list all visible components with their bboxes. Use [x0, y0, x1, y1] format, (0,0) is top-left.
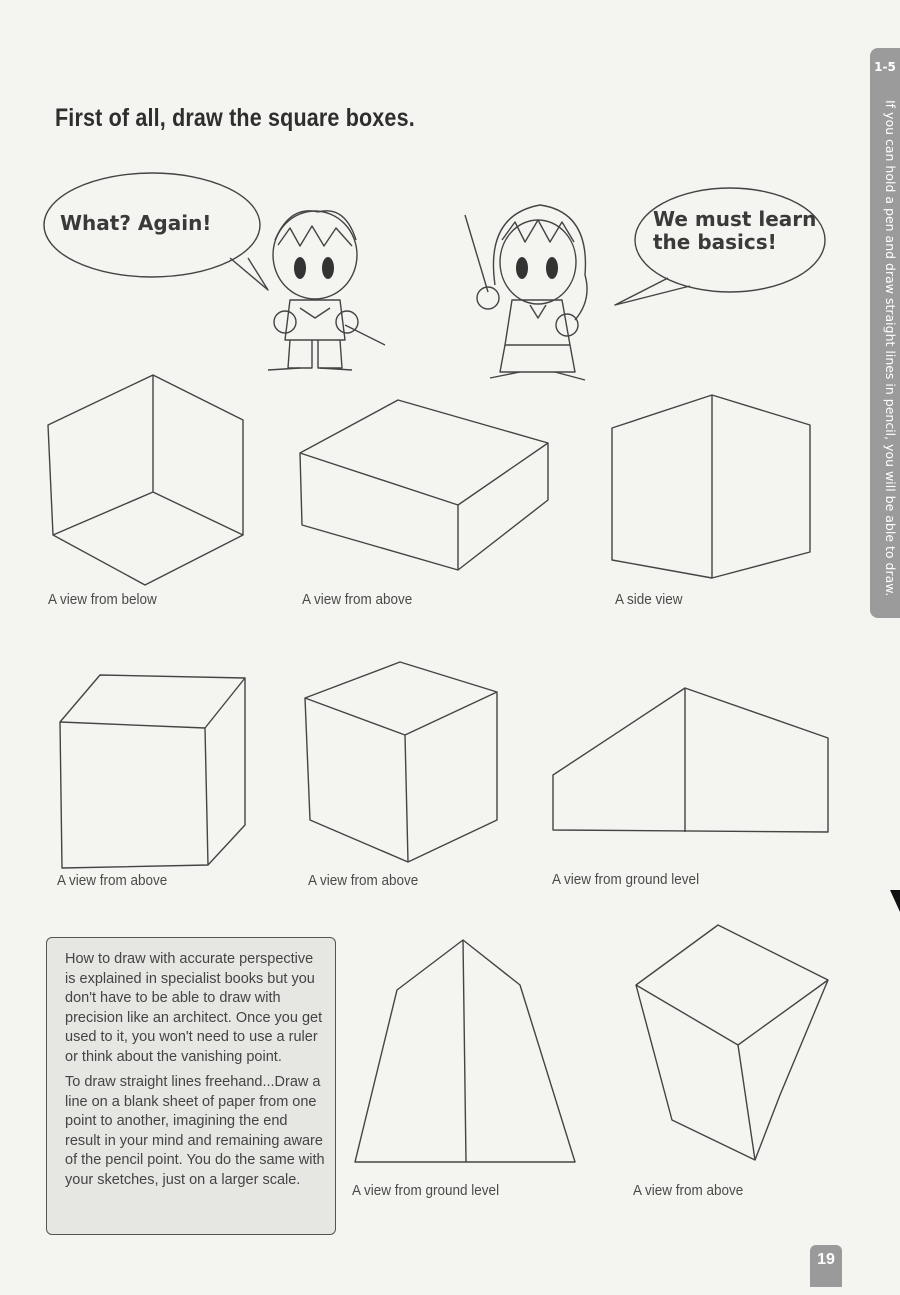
- box-view-from-above-1: [300, 400, 548, 570]
- side-tab-text: If you can hold a pen and draw straight lines in pencil, you will be able to draw.: [883, 100, 898, 597]
- edge-mark: [890, 890, 900, 912]
- character-boy: [268, 211, 385, 370]
- box-view-from-ground-level-1: [553, 688, 828, 832]
- side-section-tab: [870, 48, 900, 618]
- info-paragraph-2: To draw straight lines freehand...Draw a line on a blank sheet of paper from one point to another, imagining the end result in your mind and remaining aware of the pencil point. You do the same with your sketches, just on a larger scale.: [65, 1074, 325, 1188]
- caption-view-from-above-2: A view from above: [57, 872, 168, 889]
- box-view-from-ground-level-2: [355, 940, 575, 1162]
- caption-side-view: A side view: [615, 591, 683, 608]
- section-number: 1-5: [874, 60, 896, 74]
- caption-view-from-ground-level-1: A view from ground level: [552, 871, 700, 888]
- caption-view-from-above-1: A view from above: [302, 591, 413, 608]
- box-side-view: [612, 395, 810, 578]
- character-girl: [465, 205, 587, 380]
- bubble-left-text: What? Again!: [60, 211, 212, 235]
- caption-view-from-above-4: A view from above: [633, 1182, 744, 1199]
- info-paragraph-1: How to draw with accurate perspective is explained in specialist books but you don't have to be able to draw with precision like an architect. Once you get used to it, you won't need to use a ruler or think about the vanishing point.: [65, 951, 323, 1065]
- box-view-from-below: [48, 375, 243, 585]
- caption-view-from-below: A view from below: [48, 591, 157, 608]
- box-view-from-above-4: [636, 925, 828, 1160]
- page-number: 19: [810, 1245, 842, 1287]
- caption-view-from-ground-level-2: A view from ground level: [352, 1182, 500, 1199]
- page-title: First of all, draw the square boxes.: [55, 104, 415, 132]
- bubble-right-text-line2: the basics!: [653, 230, 777, 254]
- box-view-from-above-2: [60, 675, 245, 868]
- box-view-from-above-3: [305, 662, 497, 862]
- info-box: [46, 937, 336, 1235]
- bubble-right-text-line1: We must learn: [653, 207, 817, 231]
- caption-view-from-above-3: A view from above: [308, 872, 419, 889]
